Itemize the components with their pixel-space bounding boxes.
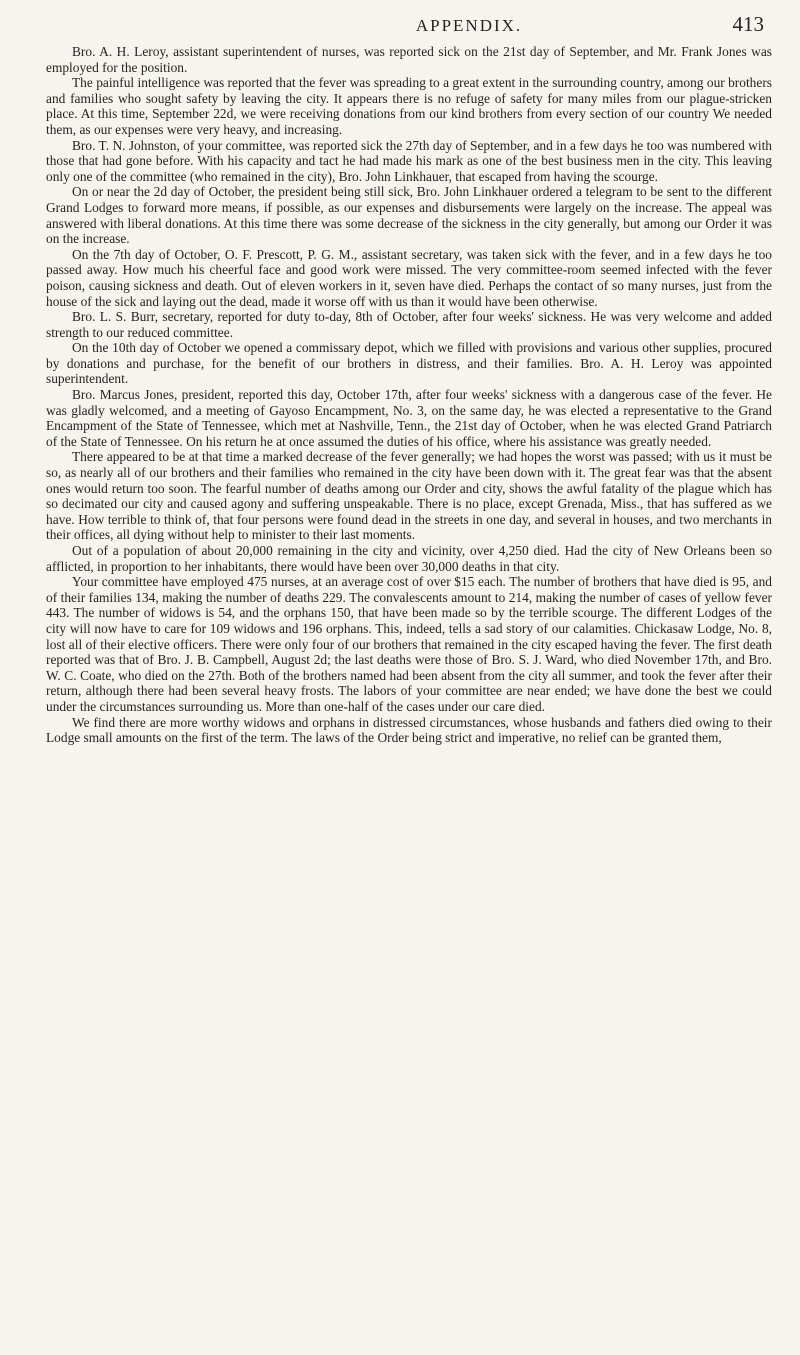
paragraph: On or near the 2d day of October, the president being still sick, Bro. John Linkhauer ordered a telegram to be sent to the different Grand Lodges to forward more means, if possible, as our expenses and disbursements were largely on the increase. The appeal was answered with liberal donations. At this time there was some decrease of the sickness in the city generally, but among our Order it was on the increase. [46, 184, 772, 247]
paragraph: Your committee have employed 475 nurses, at an average cost of over $15 each. The number of brothers that have died is 95, and of their families 134, making the number of deaths 229. The convalescents amount to 214, making the number of cases of yellow fever 443. The number of widows is 54, and the orphans 150, that have been made so by the terrible scourge. The different Lodges of the city will now have to care for 109 widows and 196 orphans. This, indeed, tells a sad story of our calamities. Chickasaw Lodge, No. 8, lost all of their elective officers. There were only four of our brothers that remained in the city escaped having the fever. The first death reported was that of Bro. J. B. Campbell, August 2d; the last deaths were those of Bro. S. J. Ward, who died November 17th, and Bro. W. C. Coate, who died on the 27th. Both of the brothers named had been absent from the city all summer, and took the fever after their return, although there had been several heavy frosts. The labors of your committee are near ended; we have done the best we could under the circumstances surrounding us. More than one-half of the cases under our care died. [46, 574, 772, 714]
paragraph: We find there are more worthy widows and orphans in distressed circumstances, whose husbands and fathers died owing to their Lodge small amounts on the first of the term. The laws of the Order being strict and imperative, no relief can be granted them, [46, 714, 772, 746]
paragraph: Bro. Marcus Jones, president, reported this day, October 17th, after four weeks' sickness with a dangerous case of the fever. He was gladly welcomed, and a meeting of Gayoso Encampment, No. 3, on the same day, he was elected a representative to the Grand Encampment of the State of Tennessee, which met at Nashville, Tenn., the 21st day of October, when he was elected Grand Patriarch of the State of Tennessee. On his return he at once assumed the duties of his office, where his assistance was greatly needed. [46, 387, 772, 449]
body-text [46, 44, 772, 746]
paragraph: On the 7th day of October, O. F. Prescott, P. G. M., assistant secretary, was taken sick with the fever, and in a few days he too passed away. How much his cheerful face and good work were missed. The very committee-room seemed infected with the fever poison, causing sickness and death. Out of eleven workers in it, seven have died. Perhaps the contact of so many nurses, just from the house of the sick and laying out the dead, made it worse off with us than it would have been otherwise. [46, 246, 772, 309]
running-title: APPENDIX. [415, 16, 523, 35]
running-head [46, 0, 772, 44]
paragraph: Bro. L. S. Burr, secretary, reported for duty to-day, 8th of October, after four weeks' sickness. He was very welcome and added strength to our reduced committee. [46, 309, 772, 340]
paragraph: The painful intelligence was reported that the fever was spreading to a great extent in the surrounding country, among our brothers and families who sought safety by leaving the city. It appears there is no refuge of safety for many miles from our plague-stricken place. At this time, September 22d, we were receiving donations from our kind brothers from every section of our country We needed them, as our expenses were very heavy, and increasing. [46, 75, 772, 137]
paragraph: There appeared to be at that time a marked decrease of the fever generally; we had hopes the worst was passed; with us it must be so, as nearly all of our brothers and their families who remained in the city have been down with it. The great fear was that the absent ones would return too soon. The fearful number of deaths among our Order and city, shows the awful fatality of the plague which has so decimated our city and caused agony and suffering unspeakable. There is no place, except Grenada, Miss., that has suffered as we have. How terrible to think of, that four persons were found dead in the streets in one day, and several in houses, and two merchants in their offices, all dying without help to minister to their last moments. [46, 449, 772, 543]
paragraph: Bro. T. N. Johnston, of your committee, was reported sick the 27th day of September, and in a few days he too was numbered with those that had gone before. With his capacity and tact he had made his mark as one of the best business men in the city. This leaving only one of the committee (who remained in the city), Bro. John Linkhauer, that escaped from having the scourge. [46, 137, 772, 184]
paragraph: Out of a population of about 20,000 remaining in the city and vicinity, over 4,250 died. Had the city of New Orleans been so afflicted, in proportion to her inhabitants, there would have been over 30,000 deaths in that city. [46, 543, 772, 574]
page-number: 413 [732, 12, 764, 36]
paragraph: On the 10th day of October we opened a commissary depot, which we filled with provisions and various other supplies, procured by donations and purchase, for the benefit of our brothers in distress, and their families. Bro. A. H. Leroy was appointed superintendent. [46, 340, 772, 387]
paragraph: Bro. A. H. Leroy, assistant superintendent of nurses, was reported sick on the 21st day of September, and Mr. Frank Jones was employed for the position. [46, 44, 772, 75]
